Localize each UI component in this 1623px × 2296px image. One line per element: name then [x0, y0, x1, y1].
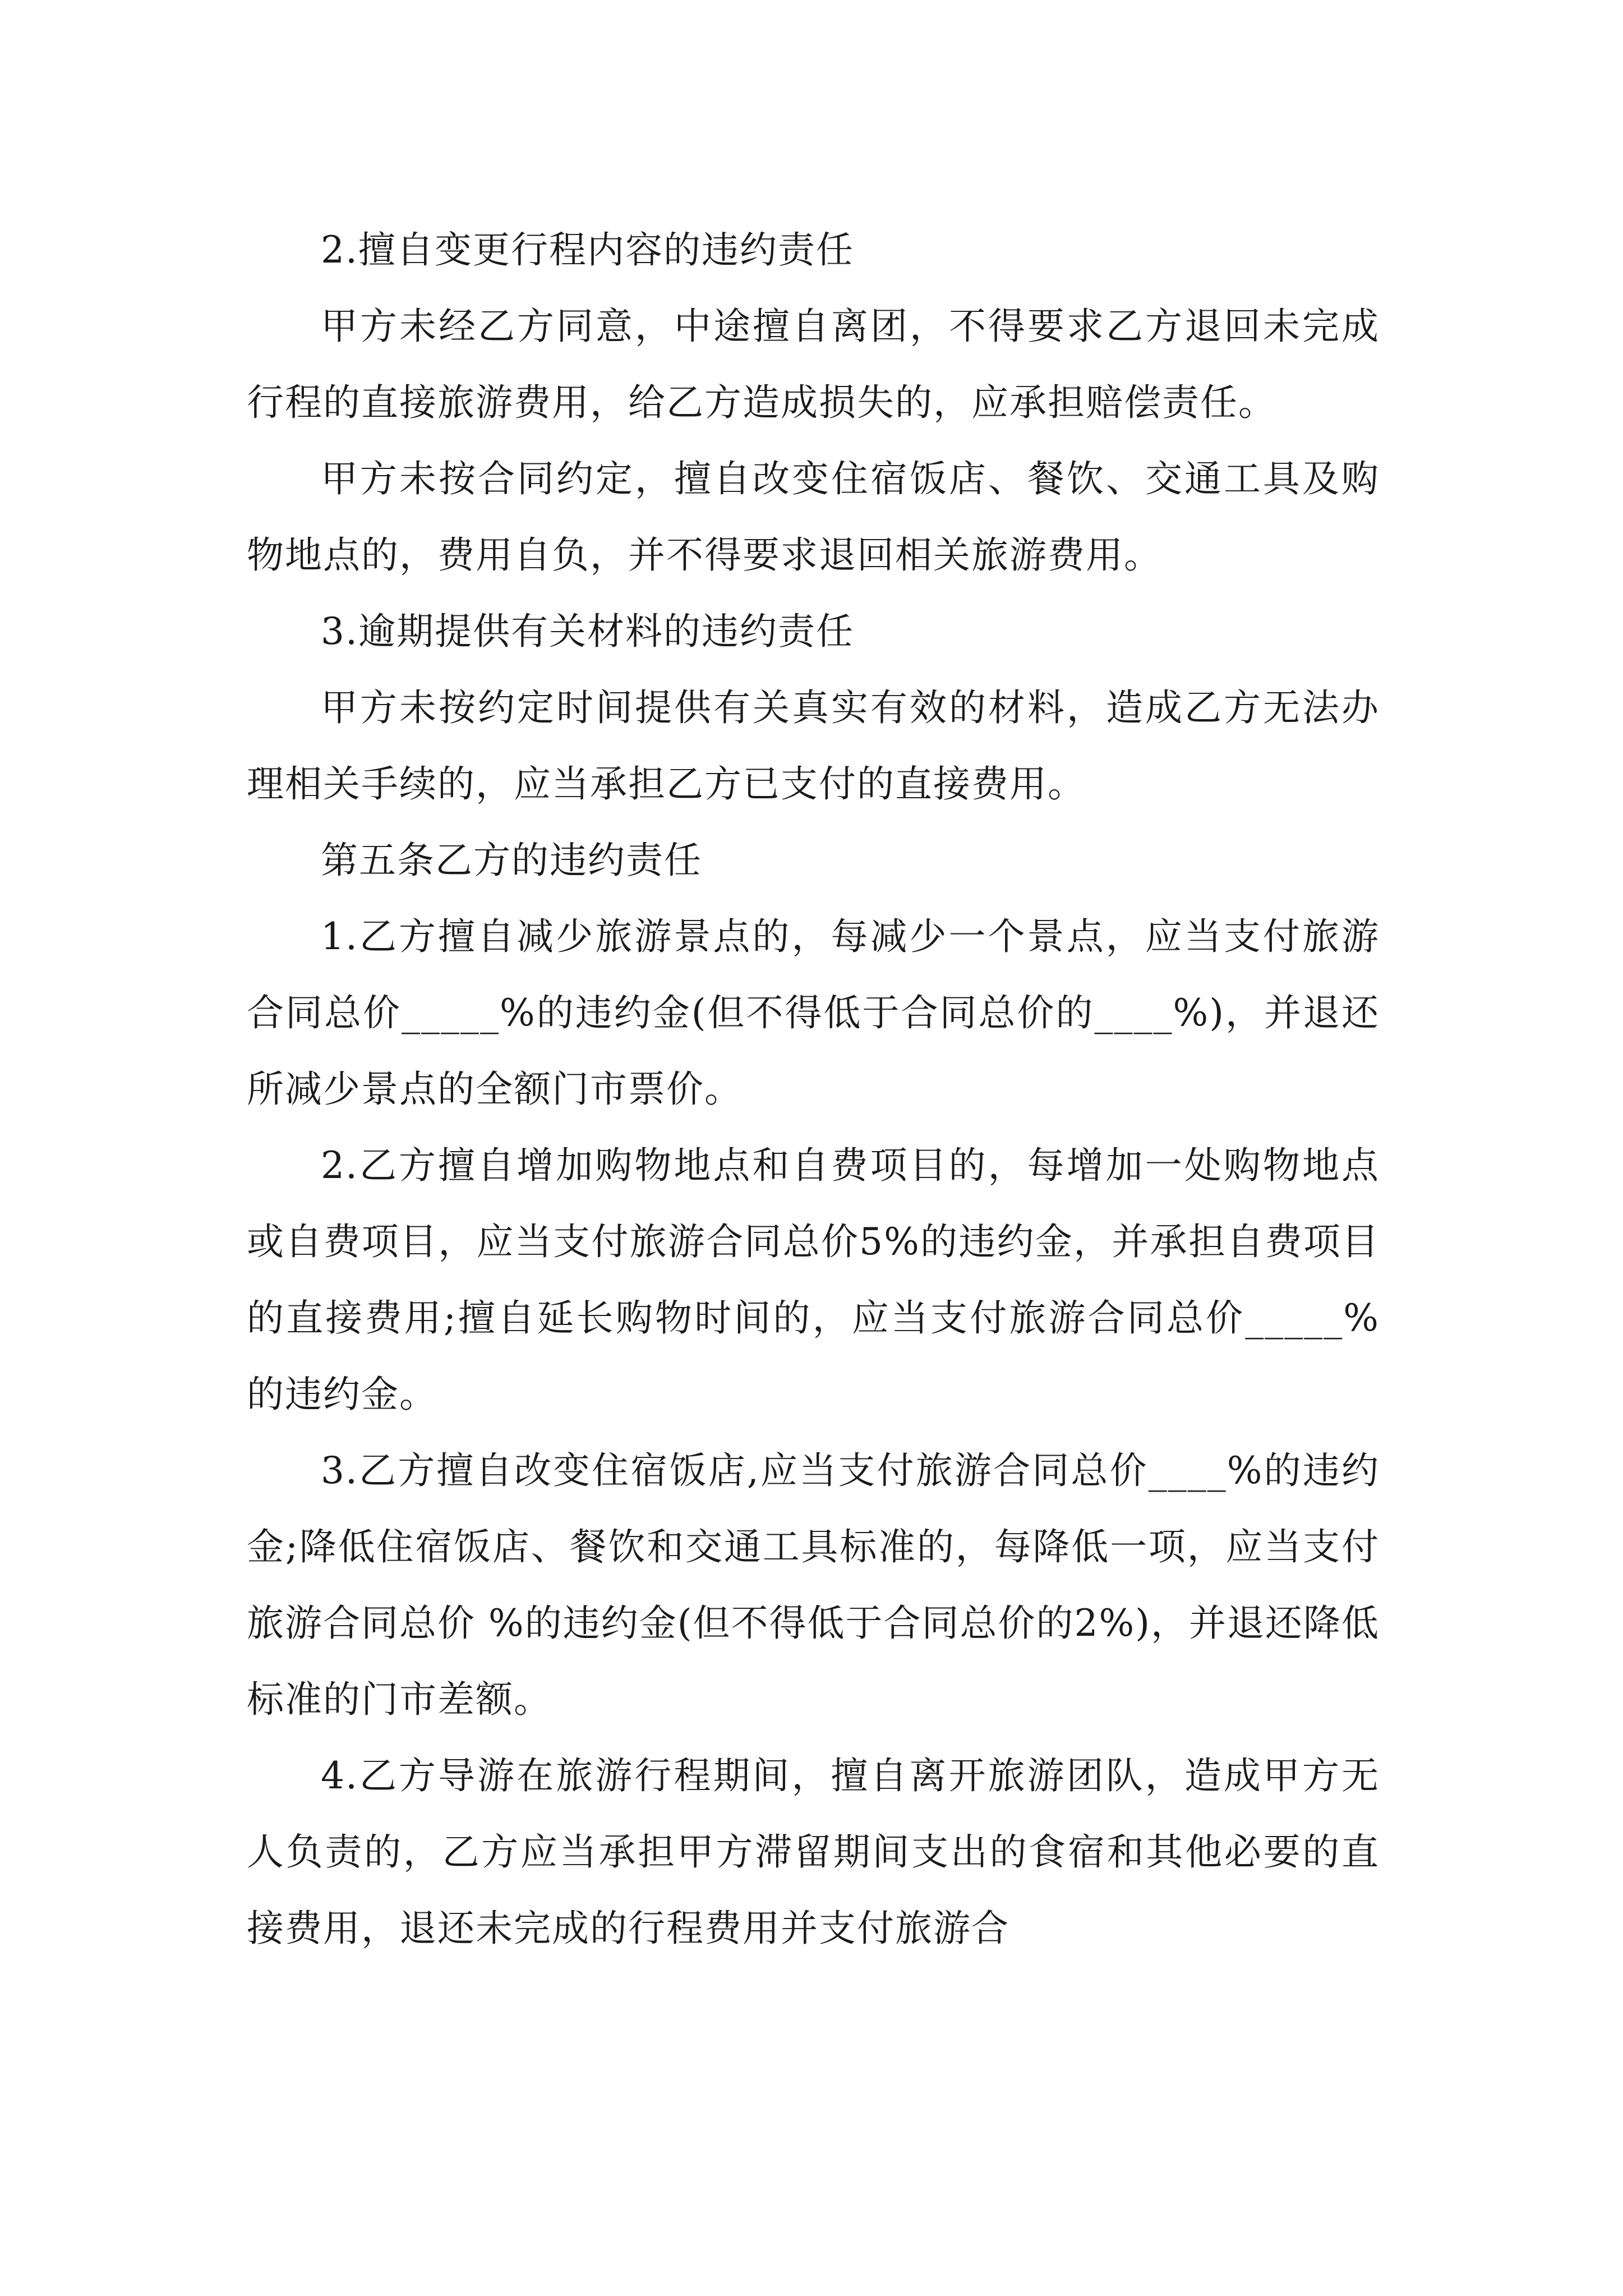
paragraph: 1.乙方擅自减少旅游景点的，每减少一个景点，应当支付旅游合同总价_____%的违约金(但不得低于合同总价的____%)，并退还所减少景点的全额门市票价。: [247, 915, 1380, 1111]
paragraph: 3.乙方擅自改变住宿饭店,应当支付旅游合同总价____%的违约金;降低住宿饭店、餐饮和交通工具标准的，每降低一项，应当支付旅游合同总价 %的违约金(但不得低于合同总价的2%)，并退还降低标准的门市差额。: [247, 1449, 1380, 1721]
section-heading: 3.逾期提供有关材料的违约责任: [321, 610, 854, 653]
paragraph: 甲方未按合同约定，擅自改变住宿饭店、餐饮、交通工具及购物地点的，费用自负，并不得要求退回相关旅游费用。: [247, 457, 1380, 577]
section-heading: 2.擅自变更行程内容的违约责任: [321, 228, 854, 272]
paragraph: 2.乙方擅自增加购物地点和自费项目的，每增加一处购物地点或自费项目，应当支付旅游合同总价5%的违约金，并承担自费项目的直接费用;擅自延长购物时间的，应当支付旅游合同总价_____%的违约金。: [247, 1144, 1380, 1416]
paragraph: 甲方未按约定时间提供有关真实有效的材料，造成乙方无法办理相关手续的，应当承担乙方已支付的直接费用。: [247, 686, 1380, 806]
paragraph: 甲方未经乙方同意，中途擅自离团，不得要求乙方退回未完成行程的直接旅游费用，给乙方造成损失的，应承担赔偿责任。: [247, 305, 1380, 424]
paragraph: 4.乙方导游在旅游行程期间，擅自离开旅游团队，造成甲方无人负责的，乙方应当承担甲方滞留期间支出的食宿和其他必要的直接费用，退还未完成的行程费用并支付旅游合: [247, 1754, 1380, 1950]
document-body: [247, 212, 1380, 1967]
article-heading: 第五条乙方的违约责任: [321, 839, 702, 882]
